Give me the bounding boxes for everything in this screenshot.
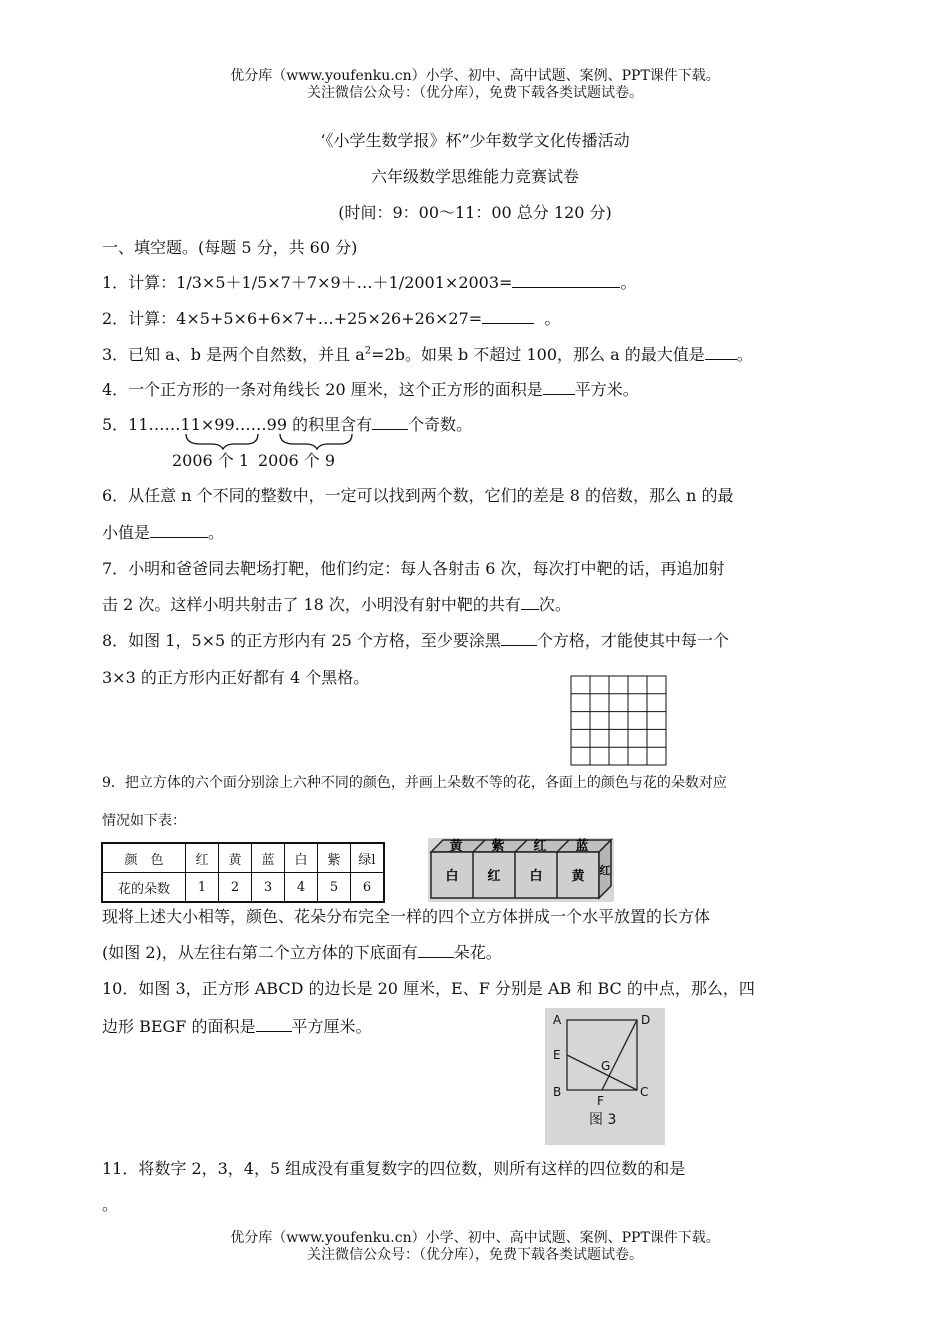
q6-blank — [150, 521, 208, 538]
q10-text-a: 边形 BEGF 的面积是 — [102, 1017, 256, 1036]
cube-top-label: 蓝 — [575, 839, 589, 854]
q3-text-b: =2b。如果 b 不超过 100，那么 a 的最大值是 — [371, 345, 705, 364]
q3-text-a: 3．已知 a、b 是两个自然数，并且 a — [102, 345, 365, 364]
figure-1-grid — [570, 675, 668, 767]
q8-text-b: 个方格，才能使其中每一个 — [536, 631, 729, 650]
question-2 — [102, 306, 852, 329]
question-9-line-4 — [102, 940, 852, 963]
question-11-line-1: 11．将数字 2，3，4，5 组成没有重复数字的四位数，则所有这样的四位数的和是 — [102, 1159, 686, 1178]
header-line-2: 关注微信公众号：（优分库），免费下载各类试题试卷。 — [307, 85, 643, 101]
table-cell: 红 — [186, 843, 219, 873]
question-10-line-2 — [102, 1014, 852, 1037]
q3-superscript: 2 — [364, 345, 372, 357]
q7-end: 次。 — [538, 595, 571, 614]
question-4 — [102, 377, 852, 400]
question-6-line-2 — [102, 520, 852, 543]
question-7-line-2 — [102, 592, 852, 615]
cube-top-label: 红 — [533, 839, 547, 854]
question-9-line-3: 现将上述大小相等，颜色、花朵分布完全一样的四个立方体拼成一个水平放置的长方体 — [102, 907, 711, 926]
question-9-line-2: 情况如下表： — [102, 813, 186, 829]
question-9-line-1: 9．把立方体的六个面分别涂上六种不同的颜色，并画上朵数不等的花，各面上的颜色与花的朵数对应 — [102, 775, 727, 791]
cube-front-label: 白 — [529, 869, 543, 884]
q2-text: 2．计算：4×5+5×6+6×7+…+25×26+26×27= — [102, 309, 483, 328]
table-header-color: 颜 色 — [102, 843, 186, 873]
q5-end: 个奇数。 — [408, 415, 473, 434]
table-cell: 3 — [252, 873, 285, 903]
question-10-line-1: 10．如图 3，正方形 ABCD 的边长是 20 厘米，E、F 分别是 AB 和 BC 的中点，那么，四 — [102, 979, 755, 998]
table-cell: 黄 — [219, 843, 252, 873]
q1-end: 。 — [620, 273, 637, 292]
q9-text-a: (如图 2)，从左往右第二个立方体的下底面有 — [102, 943, 418, 962]
q3-end: 。 — [736, 345, 753, 364]
figure-3-square — [545, 1008, 665, 1145]
question-3 — [102, 342, 852, 365]
q6-end: 。 — [208, 523, 225, 542]
question-8-line-1 — [102, 628, 852, 651]
figure-2-cubes — [428, 838, 614, 902]
question-8-line-2: 3×3 的正方形内正好都有 4 个黑格。 — [102, 668, 370, 687]
q2-end: 。 — [544, 309, 561, 328]
cube-top-label: 黄 — [449, 839, 463, 854]
question-6-line-1: 6．从任意 n 个不同的整数中，一定可以找到两个数，它们的差是 8 的倍数，那么 n 的最 — [102, 486, 734, 505]
q4-blank — [543, 378, 575, 395]
cube-front-label: 白 — [445, 869, 459, 884]
fig3-label-g: G — [601, 1059, 611, 1073]
title-line-3: (时间：9：00～11：00 总分 120 分) — [338, 203, 612, 222]
q2-blank — [482, 307, 534, 324]
section-heading: 一、填空题。(每题 5 分，共 60 分) — [102, 238, 358, 257]
q9-text-b: 朵花。 — [453, 943, 502, 962]
brace-right — [280, 434, 352, 449]
cube-front-label: 红 — [487, 869, 501, 884]
q4-end: 平方米。 — [574, 380, 639, 399]
q8-text-a: 8．如图 1，5×5 的正方形内有 25 个方格，至少要涂黑 — [102, 631, 501, 650]
table-cell: 5 — [318, 873, 351, 903]
cube-top-label: 紫 — [491, 839, 505, 854]
title-line-2: 六年级数学思维能力竞赛试卷 — [370, 167, 579, 186]
fig3-caption: 图 3 — [589, 1112, 617, 1128]
q1-text: 1．计算：1/3×5＋1/5×7＋7×9＋…＋1/2001×2003= — [102, 273, 513, 292]
fig3-label-d: D — [641, 1013, 651, 1027]
table-row-colors — [102, 843, 384, 873]
table-cell: 蓝 — [252, 843, 285, 873]
question-7-line-1: 7．小明和爸爸同去靶场打靶，他们约定：每人各射击 6 次，每次打中靶的话，再追加射 — [102, 559, 725, 578]
q5-brace-label-1: 2006 个 1 — [172, 451, 250, 470]
table-cell: 4 — [285, 873, 318, 903]
fig3-label-c: C — [640, 1085, 649, 1099]
q10-text-b: 平方厘米。 — [291, 1017, 372, 1036]
table-cell: 6 — [351, 873, 385, 903]
q7-blank — [521, 593, 539, 610]
q8-blank — [501, 629, 537, 646]
q5-text: 5．11……11×99……99 的积里含有 — [102, 415, 373, 434]
table-cell: 绿l — [351, 843, 385, 873]
q10-blank — [256, 1015, 292, 1032]
footer-line-2: 关注微信公众号：（优分库），免费下载各类试题试卷。 — [307, 1247, 643, 1263]
table-cell: 1 — [186, 873, 219, 903]
fig3-label-a: A — [553, 1013, 562, 1027]
cube-side-label: 红 — [599, 864, 611, 877]
q3-blank — [705, 343, 737, 360]
table-header-count: 花的朵数 — [102, 873, 186, 903]
q5-blank — [372, 413, 408, 430]
footer-line-1: 优分库（www.youfenku.cn）小学、初中、高中试题、案例、PPT课件下载。 — [230, 1230, 720, 1246]
table-cell: 紫 — [318, 843, 351, 873]
q1-blank — [512, 271, 620, 288]
header-line-1: 优分库（www.youfenku.cn）小学、初中、高中试题、案例、PPT课件下载。 — [230, 68, 720, 84]
q7-text: 击 2 次。这样小明共射击了 18 次，小明没有射中靶的共有 — [102, 595, 521, 614]
q9-blank — [418, 941, 454, 958]
table-cell: 白 — [285, 843, 318, 873]
q6-text: 小值是 — [102, 523, 151, 542]
title-line-1: ‘《小学生数学报》杯”少年数学文化传播活动 — [320, 131, 630, 150]
question-1 — [102, 270, 852, 293]
question-11-line-2: 。 — [102, 1195, 119, 1214]
brace-left — [186, 434, 258, 449]
table-cell: 2 — [219, 873, 252, 903]
color-flower-table — [101, 842, 385, 903]
q5-brace-label-2: 2006 个 9 — [258, 451, 336, 470]
q4-text: 4．一个正方形的一条对角线长 20 厘米，这个正方形的面积是 — [102, 380, 543, 399]
fig3-label-f: F — [597, 1094, 604, 1108]
fig3-label-b: B — [553, 1085, 562, 1099]
table-row-counts — [102, 873, 384, 903]
cube-front-label: 黄 — [571, 869, 585, 884]
fig3-label-e: E — [553, 1048, 561, 1062]
